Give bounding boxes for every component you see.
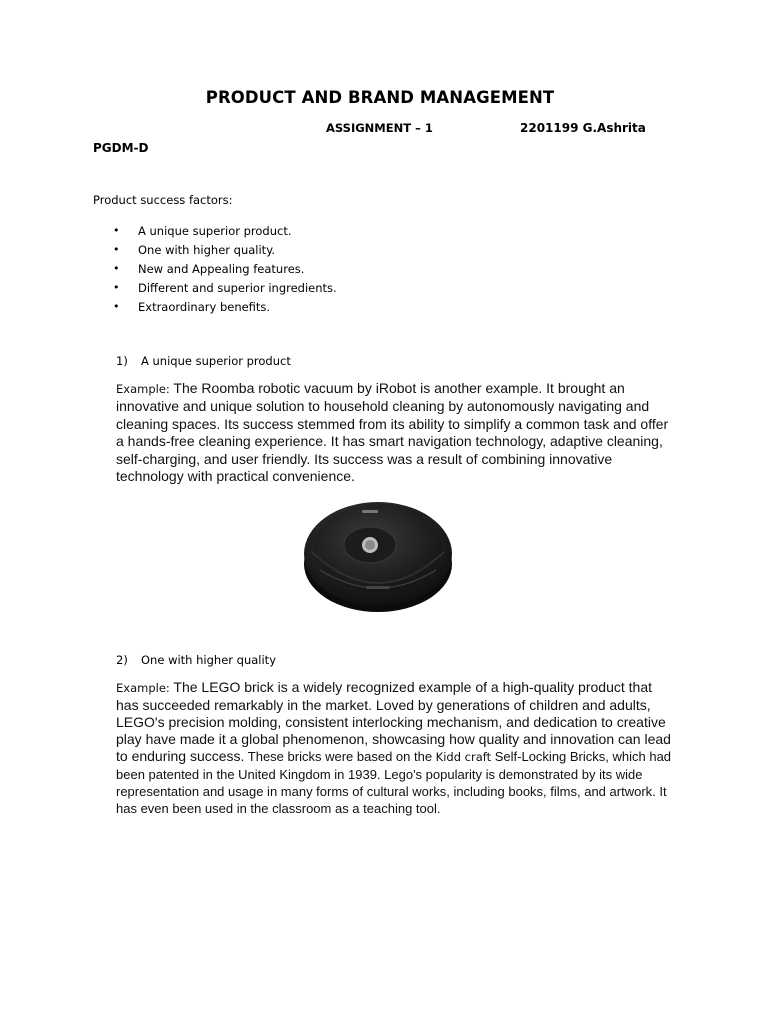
example-label: Example: (116, 681, 170, 695)
bullet-icon: • (113, 224, 120, 237)
program-label: PGDM-D (93, 141, 149, 155)
section-1-number: 1) (116, 354, 128, 368)
list-item-text: Extraordinary benefits. (138, 300, 271, 314)
section-1-paragraph (116, 380, 676, 485)
section-2-text-b: These bricks were based on the (244, 749, 436, 764)
section-1-heading (116, 354, 291, 368)
section-2-heading (116, 653, 276, 667)
section-1-title: A unique superior product (141, 354, 291, 368)
section-1-text: The Roomba robotic vacuum by iRobot is another example. It brought an innovative and unique solution to household cleaning by autonomously navigating and cleaning spaces. Its success stemmed from its ability to simplify a common task and offer a hands-free cleaning experience. It has smart navigation technology, adaptive cleaning, self-charging, and user friendly. Its success was a result of combining innovative technology with practical convenience. (116, 380, 669, 485)
list-item-text: New and Appealing features. (138, 262, 305, 276)
example-label: Example: (116, 382, 170, 396)
robot-vacuum-image (298, 490, 458, 620)
student-id-name: 2201199 G.Ashrita (520, 121, 646, 135)
bullet-icon: • (113, 300, 120, 313)
section-2-text-c: Self-Locking Bricks, which had been patented in the United Kingdom in 1939. Lego's popularity is demonstrated by its wide representation and usage in many forms of cultural works, including books, films, and artwork. It has even been used in the classroom as a teaching tool. (116, 749, 672, 816)
bullet-icon: • (113, 262, 120, 275)
bullet-icon: • (113, 281, 120, 294)
success-factors-heading: Product success factors: (93, 193, 233, 207)
bullet-icon: • (113, 243, 120, 256)
section-2-brand: Kidd craft (435, 750, 492, 764)
list-item-text: Different and superior ingredients. (138, 281, 337, 295)
section-2-text-a: The LEGO brick is a widely recognized example of a high-quality product that has succeeded remarkably in the market. Loved by generations of children and adults, LEGO's precision molding, consistent interlocking mechanism, and dedication to creative play have made it a global phenomenon, showcasing how quality and innovation can lead to enduring success. (116, 679, 671, 764)
section-2-title: One with higher quality (141, 653, 276, 667)
assignment-label: ASSIGNMENT – 1 (326, 121, 433, 135)
list-item-text: One with higher quality. (138, 243, 276, 257)
document-title: PRODUCT AND BRAND MANAGEMENT (205, 88, 555, 107)
section-2-number: 2) (116, 653, 128, 667)
section-2-paragraph (116, 679, 676, 817)
list-item-text: A unique superior product. (138, 224, 292, 238)
